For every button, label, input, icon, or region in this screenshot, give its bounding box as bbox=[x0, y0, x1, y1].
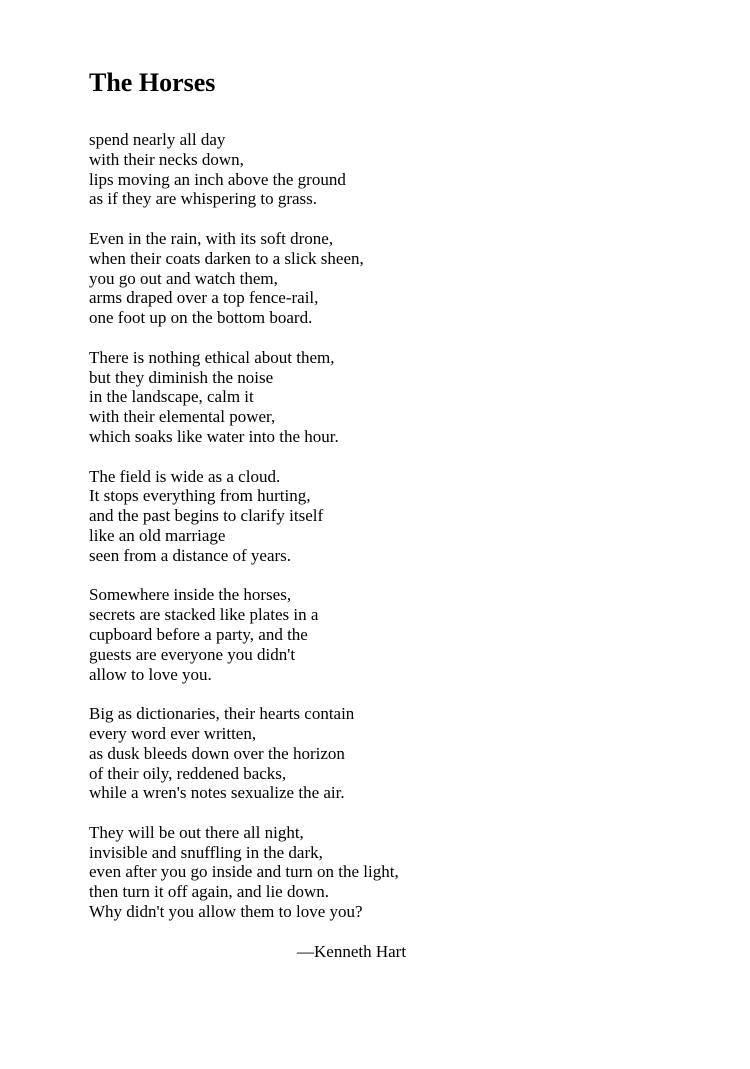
poem-stanza bbox=[89, 348, 729, 447]
poem-line: guests are everyone you didn't bbox=[89, 644, 296, 664]
poem-body bbox=[89, 130, 729, 922]
poem-line: of their oily, reddened backs, bbox=[89, 763, 287, 783]
poem-line: when their coats darken to a slick sheen, bbox=[89, 248, 364, 268]
poem-stanza bbox=[89, 130, 729, 209]
poem-stanza bbox=[89, 467, 729, 566]
poem-stanza bbox=[89, 823, 729, 922]
poem-line: Somewhere inside the horses, bbox=[89, 585, 292, 605]
poem-line: lips moving an inch above the ground bbox=[89, 169, 346, 189]
poem-line: Big as dictionaries, their hearts contain bbox=[89, 704, 355, 724]
poem-line: allow to love you. bbox=[89, 664, 212, 684]
poem-line: Even in the rain, with its soft drone, bbox=[89, 228, 334, 248]
poem-line: cupboard before a party, and the bbox=[89, 624, 308, 644]
poem-line: which soaks like water into the hour. bbox=[89, 426, 339, 446]
poem-line: you go out and watch them, bbox=[89, 268, 278, 288]
poem-line: in the landscape, calm it bbox=[89, 387, 254, 407]
poem-stanza bbox=[89, 229, 729, 328]
poem-line: like an old marriage bbox=[89, 525, 226, 545]
poem-page bbox=[89, 66, 729, 962]
poem-line: with their necks down, bbox=[89, 149, 244, 169]
poem-line: but they diminish the noise bbox=[89, 367, 274, 387]
poem-line: arms draped over a top fence-rail, bbox=[89, 288, 319, 308]
poem-line: seen from a distance of years. bbox=[89, 545, 292, 565]
poem-line: one foot up on the bottom board. bbox=[89, 308, 313, 328]
poem-line: invisible and snuffling in the dark, bbox=[89, 842, 323, 862]
poem-line: It stops everything from hurting, bbox=[89, 486, 311, 506]
poem-attribution: —Kenneth Hart bbox=[297, 941, 407, 961]
poem-stanza bbox=[89, 585, 729, 684]
poem-line: secrets are stacked like plates in a bbox=[89, 605, 319, 625]
poem-line: The field is wide as a cloud. bbox=[89, 466, 281, 486]
poem-line: Why didn't you allow them to love you? bbox=[89, 902, 363, 922]
poem-stanza bbox=[89, 704, 729, 803]
poem-line: with their elemental power, bbox=[89, 407, 276, 427]
poem-title: The Horses bbox=[89, 68, 216, 97]
poem-line: spend nearly all day bbox=[89, 130, 226, 149]
poem-line: There is nothing ethical about them, bbox=[89, 347, 335, 367]
poem-line: even after you go inside and turn on the light, bbox=[89, 862, 399, 882]
poem-line: every word ever written, bbox=[89, 723, 257, 743]
poem-line: and the past begins to clarify itself bbox=[89, 506, 324, 526]
poem-line: They will be out there all night, bbox=[89, 822, 304, 842]
poem-line: while a wren's notes sexualize the air. bbox=[89, 783, 345, 803]
poem-line: then turn it off again, and lie down. bbox=[89, 882, 329, 902]
poem-line: as if they are whispering to grass. bbox=[89, 189, 318, 209]
poem-line: as dusk bleeds down over the horizon bbox=[89, 743, 345, 763]
